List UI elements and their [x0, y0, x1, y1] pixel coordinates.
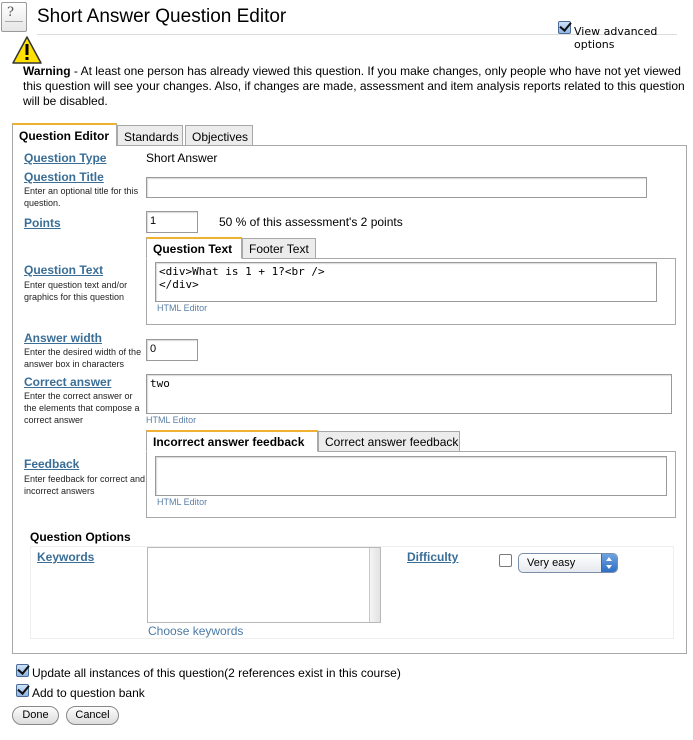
- view-advanced-options-checkbox[interactable]: [558, 21, 571, 34]
- cancel-button[interactable]: Cancel: [66, 706, 119, 725]
- done-button[interactable]: Done: [12, 706, 59, 725]
- points-note: 50 % of this assessment's 2 points: [219, 215, 403, 229]
- add-to-question-bank-label: Add to question bank: [32, 686, 145, 700]
- difficulty-select[interactable]: [518, 553, 618, 573]
- add-to-question-bank-checkbox[interactable]: [16, 684, 29, 697]
- question-title-input[interactable]: [146, 177, 647, 198]
- tab-question-text[interactable]: Question Text: [146, 237, 242, 259]
- tab-correct-answer-feedback[interactable]: Correct answer feedback: [318, 431, 460, 451]
- difficulty-label: Difficulty: [407, 550, 459, 564]
- points-input[interactable]: 1: [146, 211, 198, 233]
- question-type-value: Short Answer: [146, 151, 218, 165]
- question-editor-icon: ?: [1, 2, 27, 32]
- tab-incorrect-answer-feedback[interactable]: Incorrect answer feedback: [146, 430, 318, 452]
- feedback-label: Feedback: [24, 457, 80, 471]
- correct-answer-help: Enter the correct answer or the elements that compose a correct answer: [24, 391, 140, 425]
- question-options-title: Question Options: [30, 530, 131, 544]
- correct-answer-textarea[interactable]: two: [146, 374, 672, 414]
- answer-width-help: Enter the desired width of the answer box in characters: [24, 347, 142, 369]
- tab-objectives[interactable]: Objectives: [185, 125, 253, 147]
- warning-message: [23, 64, 693, 109]
- page-title: Short Answer Question Editor: [37, 6, 287, 27]
- tab-question-editor[interactable]: Question Editor: [12, 123, 117, 146]
- difficulty-select-value: Very easy: [527, 557, 576, 569]
- question-text-textarea[interactable]: <div>What is 1 + 1?<br /> </div>: [155, 262, 657, 302]
- tab-standards[interactable]: Standards: [117, 125, 183, 147]
- correct-answer-html-editor-link[interactable]: HTML Editor: [146, 415, 197, 425]
- choose-keywords-link[interactable]: Choose keywords: [148, 624, 244, 638]
- points-label: Points: [24, 216, 61, 230]
- question-title-label: Question Title: [24, 170, 104, 184]
- feedback-textarea[interactable]: [155, 456, 667, 496]
- warning-icon: [12, 36, 42, 64]
- feedback-html-editor-link[interactable]: HTML Editor: [157, 497, 208, 507]
- keywords-scrollbar[interactable]: [369, 548, 380, 622]
- keywords-list[interactable]: [147, 547, 381, 623]
- update-all-instances-label: Update all instances of this question(2 references exist in this course): [32, 666, 401, 680]
- warning-label: Warning: [23, 64, 71, 78]
- keywords-label: Keywords: [37, 550, 95, 564]
- question-text-label: Question Text: [24, 263, 104, 277]
- answer-width-input[interactable]: 0: [146, 339, 198, 361]
- answer-width-label: Answer width: [24, 331, 103, 345]
- update-all-instances-checkbox[interactable]: [16, 664, 29, 677]
- feedback-help: Enter feedback for correct and incorrect answers: [24, 474, 146, 496]
- tab-footer-text[interactable]: Footer Text: [242, 238, 316, 258]
- correct-answer-label: Correct answer: [24, 375, 112, 389]
- question-type-label: Question Type: [24, 151, 107, 165]
- difficulty-checkbox[interactable]: [499, 554, 512, 567]
- select-arrows-icon: [601, 554, 617, 572]
- view-advanced-options-label: View advanced options: [574, 25, 658, 51]
- question-title-help: Enter an optional title for this question.: [24, 186, 139, 208]
- warning-text: - At least one person has already viewed this question. If you make changes, only people who have not yet viewed this question will see your changes. Also, if changes are made, assessment and item analysis reports related to this question will be disabled.: [23, 64, 685, 108]
- question-text-html-editor-link[interactable]: HTML Editor: [157, 303, 208, 313]
- question-text-help: Enter question text and/or graphics for this question: [24, 280, 128, 302]
